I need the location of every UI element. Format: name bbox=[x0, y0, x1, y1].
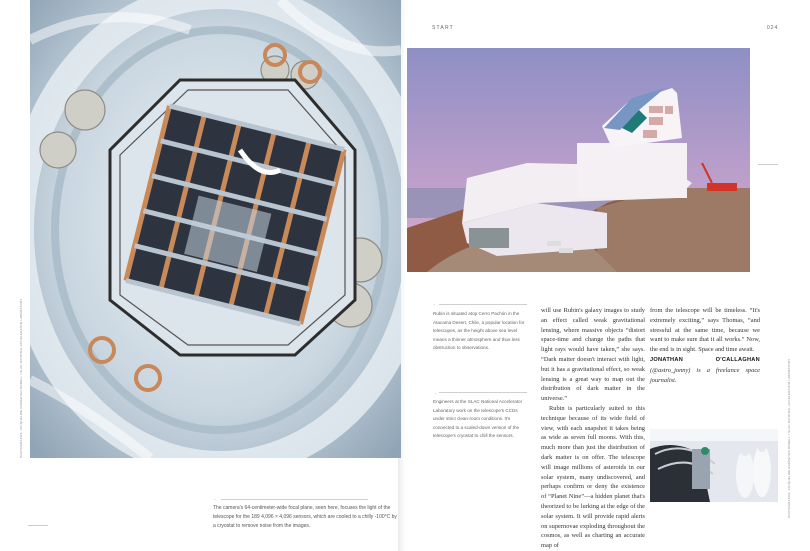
side-note-observatory bbox=[433, 304, 527, 353]
caption-marker: → bbox=[213, 496, 217, 501]
caption-divider bbox=[213, 496, 368, 501]
body-column-2 bbox=[650, 306, 760, 385]
photo-caption: The camera's 64-centimeter-wide focal plane, seen here, focuses the light of the telescope for the 189 4,096 × 4,096 sensors, which are cooled to a chilly -100°C by a cryostat to remove noise from the images. bbox=[213, 505, 397, 529]
body-column-1 bbox=[541, 306, 645, 551]
author-bio: (@astro_jonny) is a freelance space journalist. bbox=[650, 366, 760, 384]
photo-credit-right: PHOTOGRAPHS: JACQUELINE RAMSEYER ORRELL / SLAC NATIONAL ACCELERATOR LABORATORY bbox=[787, 358, 791, 518]
author-name: JONATHAN O'CALLAGHAN bbox=[650, 356, 760, 363]
side-note-slac bbox=[433, 392, 527, 441]
cryostat-photo bbox=[30, 0, 401, 458]
body-paragraph: from the telescope will be timeless. “It's extremely exciting,” says Thomas, “and stressful at the same time, because we want to make sure that it all works.” Now, the end is in sight. Space and time await. bbox=[650, 307, 760, 354]
body-paragraph: Rubin is particularly suited to this technique because of its wide field of view, with each snapshot it takes being as wide as seven full moons. With this, much more than just the distribution of dark matter is on offer. The telescope will image millions of asteroids in our solar system, many undiscovered, and perhaps confirm or deny the existence of “Planet Nine”—a hidden planet that's theorized to be lurking at the edge of the solar system. It will provide rapid alerts on supernovae exploding throughout the cosmos, as well as charting an accurate map of bbox=[541, 404, 645, 550]
side-note-marker: → bbox=[433, 390, 437, 395]
photo-credit-left: PHOTOGRAPHS: JACQUELINE RAMSEYER ORRELL / SLAC NATIONAL ACCELERATOR LABORATORY bbox=[19, 298, 23, 458]
author-byline bbox=[650, 355, 760, 385]
body-paragraph: will use Rubin's galaxy images to study an effect called weak gravitational lensing, where massive objects “distort space-time and change the paths that light rays would have taken,” she says. “Dark matter doesn't interact with light, but it has a gravitational effect, so weak lensing is a great way to map out the distribution of dark matter in the universe.” bbox=[541, 307, 645, 403]
side-note-text: Engineers at the SLAC National Accelerator Laboratory work on the telescope's CCDs under strict clean-room conditions. It's connected to a scaled-down version of the telescope's cryostat to chill the sensors. bbox=[433, 399, 523, 439]
running-head: START bbox=[432, 25, 454, 31]
page-number: 024 bbox=[767, 25, 779, 31]
observatory-photo bbox=[407, 48, 750, 272]
side-note-marker: ↑ bbox=[433, 302, 435, 307]
side-note-text: Rubin is situated atop Cerro Pachón in the Atacama Desert, Chile, a popular location for telescopes, as the height above sea level means a thinner atmosphere and thus less obstruction to observations. bbox=[433, 311, 525, 351]
clean-room-photo bbox=[650, 429, 778, 502]
margin-rule bbox=[28, 525, 48, 526]
margin-rule-right bbox=[758, 164, 778, 165]
